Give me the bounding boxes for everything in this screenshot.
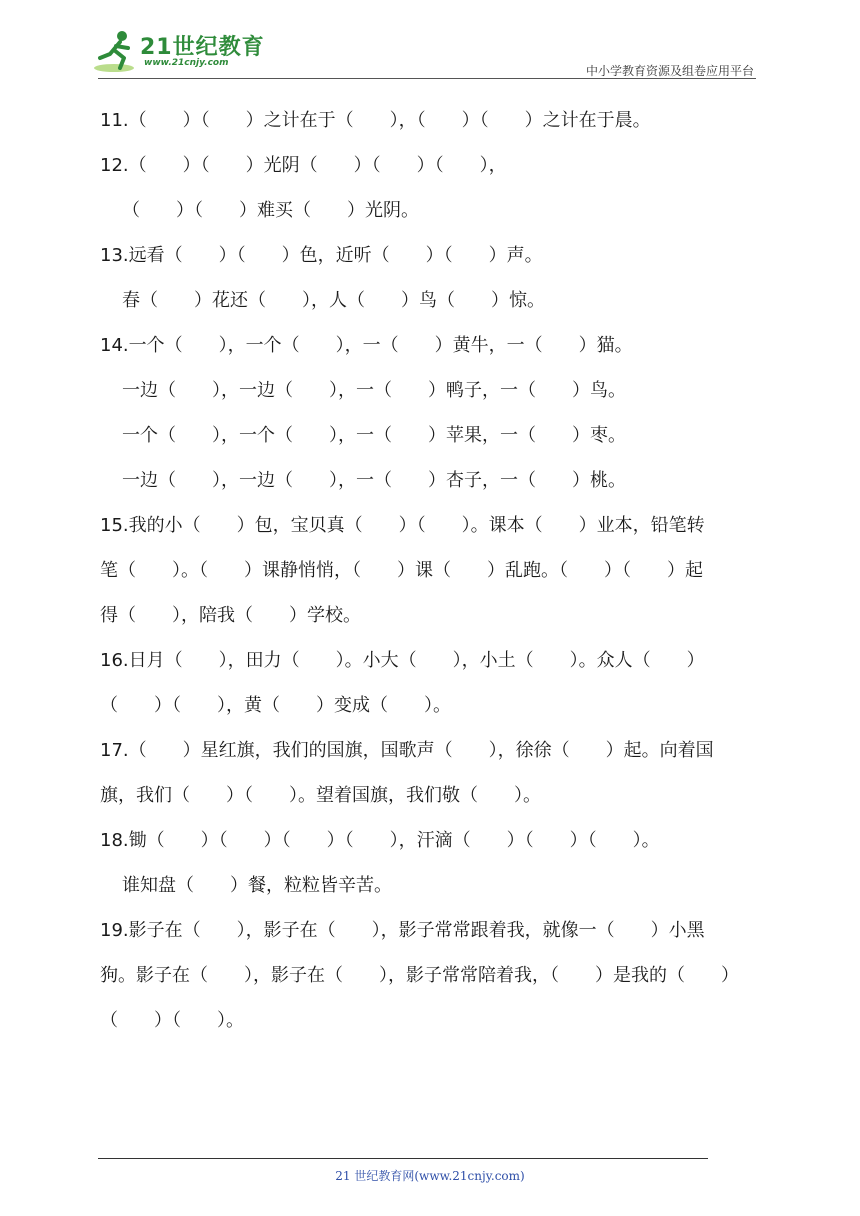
logo-url: www.21cnjy.com — [144, 58, 229, 68]
question-line: 春（ ）花还（ ），人（ ）鸟（ ）惊。 — [122, 290, 545, 311]
question-line: 18.锄（ ）（ ）（ ）（ ），汗滴（ ）（ ）（ ）。 — [100, 830, 660, 851]
logo — [92, 28, 272, 78]
footer-divider — [98, 1158, 708, 1159]
question-line: 一边（ ），一边（ ），一（ ）杏子，一（ ）桃。 — [122, 470, 626, 491]
question-line: 19.影子在（ ），影子在（ ），影子常常跟着我，就像一（ ）小黑 — [100, 920, 705, 941]
question-line: （ ）（ ），黄（ ）变成（ ）。 — [100, 695, 451, 716]
question-line: 14.一个（ ），一个（ ），一（ ）黄牛，一（ ）猫。 — [100, 335, 633, 356]
question-line: （ ）（ ）难买（ ）光阴。 — [122, 200, 419, 221]
question-line: 一个（ ），一个（ ），一（ ）苹果，一（ ）枣。 — [122, 425, 626, 446]
runner-logo-icon — [92, 28, 142, 78]
question-line: 17.（ ）星红旗，我们的国旗，国歌声（ ），徐徐（ ）起。向着国 — [100, 740, 714, 761]
worksheet-content — [100, 98, 762, 1043]
question-line: 15.我的小（ ）包，宝贝真（ ）（ ）。课本（ ）业本，铅笔转 — [100, 515, 705, 536]
header-divider — [98, 78, 756, 79]
question-line: 得（ ），陪我（ ）学校。 — [100, 605, 361, 626]
question-line: 一边（ ），一边（ ），一（ ）鸭子，一（ ）鸟。 — [122, 380, 626, 401]
question-line: 16.日月（ ），田力（ ）。小大（ ），小土（ ）。众人（ ） — [100, 650, 705, 671]
footer-link[interactable]: 21 世纪教育网(www.21cnjy.com) — [335, 1169, 525, 1183]
question-line: 旗，我们（ ）（ ）。望着国旗，我们敬（ ）。 — [100, 785, 541, 806]
question-line: 13.远看（ ）（ ）色，近听（ ）（ ）声。 — [100, 245, 543, 266]
question-line: 狗。影子在（ ），影子在（ ），影子常常陪着我，（ ）是我的（ ） — [100, 965, 739, 986]
question-line: 谁知盘（ ）餐，粒粒皆辛苦。 — [122, 875, 392, 896]
platform-title: 中小学教育资源及组卷应用平台 — [585, 64, 754, 78]
logo-text: 21世纪教育 — [140, 35, 265, 60]
question-line: （ ）（ ）。 — [100, 1010, 244, 1031]
question-line: 11.（ ）（ ）之计在于（ ），（ ）（ ）之计在于晨。 — [100, 110, 651, 131]
page-header — [0, 0, 860, 82]
question-line: 12.（ ）（ ）光阴（ ）（ ）（ ）， — [100, 155, 507, 176]
question-line: 笔（ ）。（ ）课静悄悄，（ ）课（ ）乱跑。（ ）（ ）起 — [100, 560, 703, 581]
